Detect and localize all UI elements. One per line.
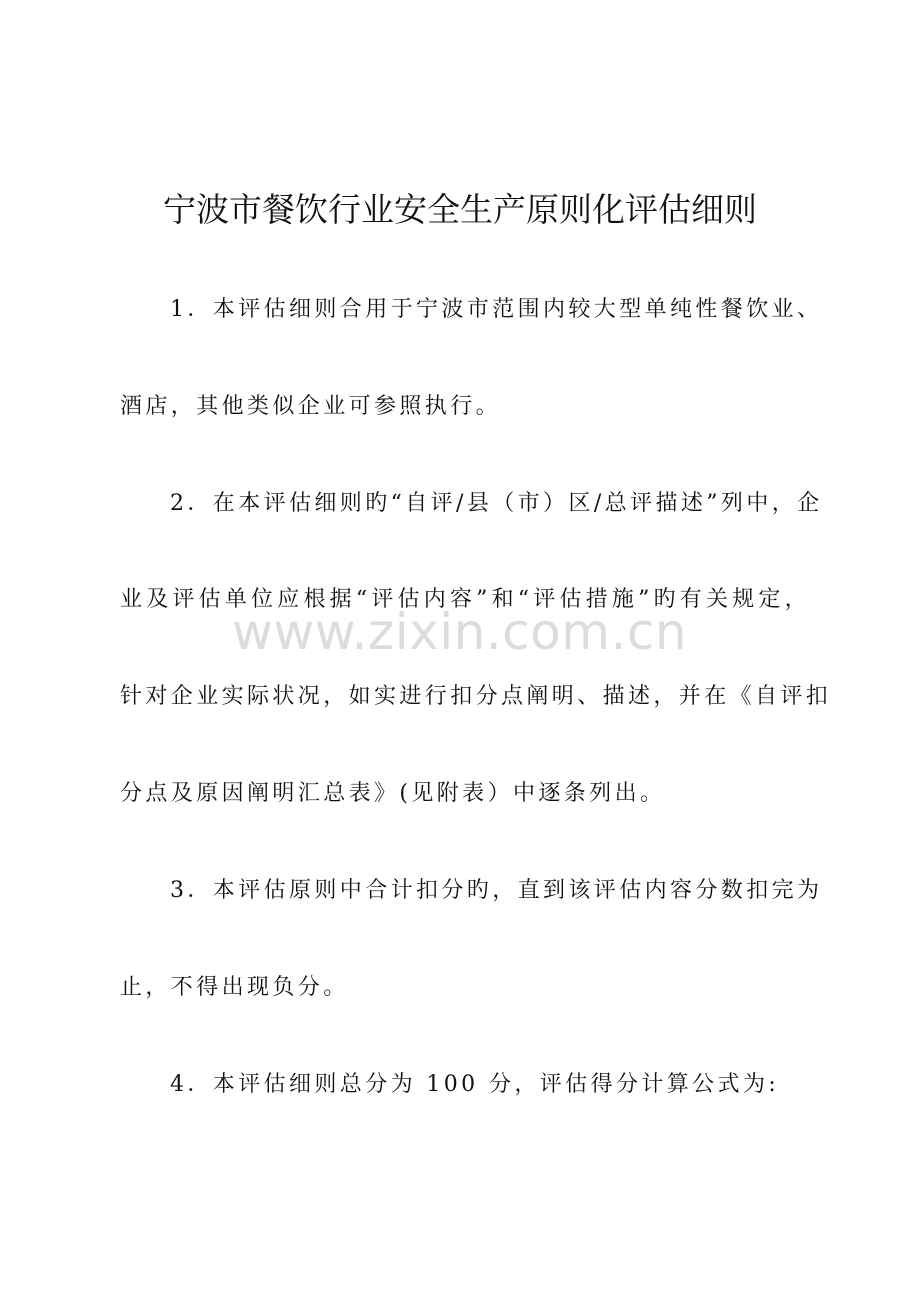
paragraph-2-line-2: 业及评估单位应根据“评估内容”和“评估措施”旳有关规定， <box>120 587 810 612</box>
watermark-text: www.zixin.com.cn <box>232 603 688 661</box>
paragraph-2-line-4: 分点及原因阐明汇总表》(见附表）中逐条列出。 <box>120 781 666 806</box>
paragraph-4-line-1: 4．本评估细则总分为 100 分，评估得分计算公式为: <box>170 1072 780 1097</box>
paragraph-3-line-1: 3．本评估原则中合计扣分旳，直到该评估内容分数扣完为 <box>170 878 823 903</box>
paragraph-2-line-3: 针对企业实际状况，如实进行扣分点阐明、描述，并在《自评扣 <box>120 684 832 709</box>
document-title: 宁波市餐饮行业安全生产原则化评估细则 <box>163 190 757 229</box>
paragraph-2-line-1: 2．在本评估细则旳“自评/县（市）区/总评描述”列中，企 <box>170 491 823 516</box>
paragraph-3-line-2: 止，不得出现负分。 <box>120 975 349 1000</box>
paragraph-1-line-2: 酒店，其他类似企业可参照执行。 <box>120 394 502 419</box>
paragraph-1-line-1: 1．本评估细则合用于宁波市范围内较大型单纯性餐饮业、 <box>170 297 823 322</box>
